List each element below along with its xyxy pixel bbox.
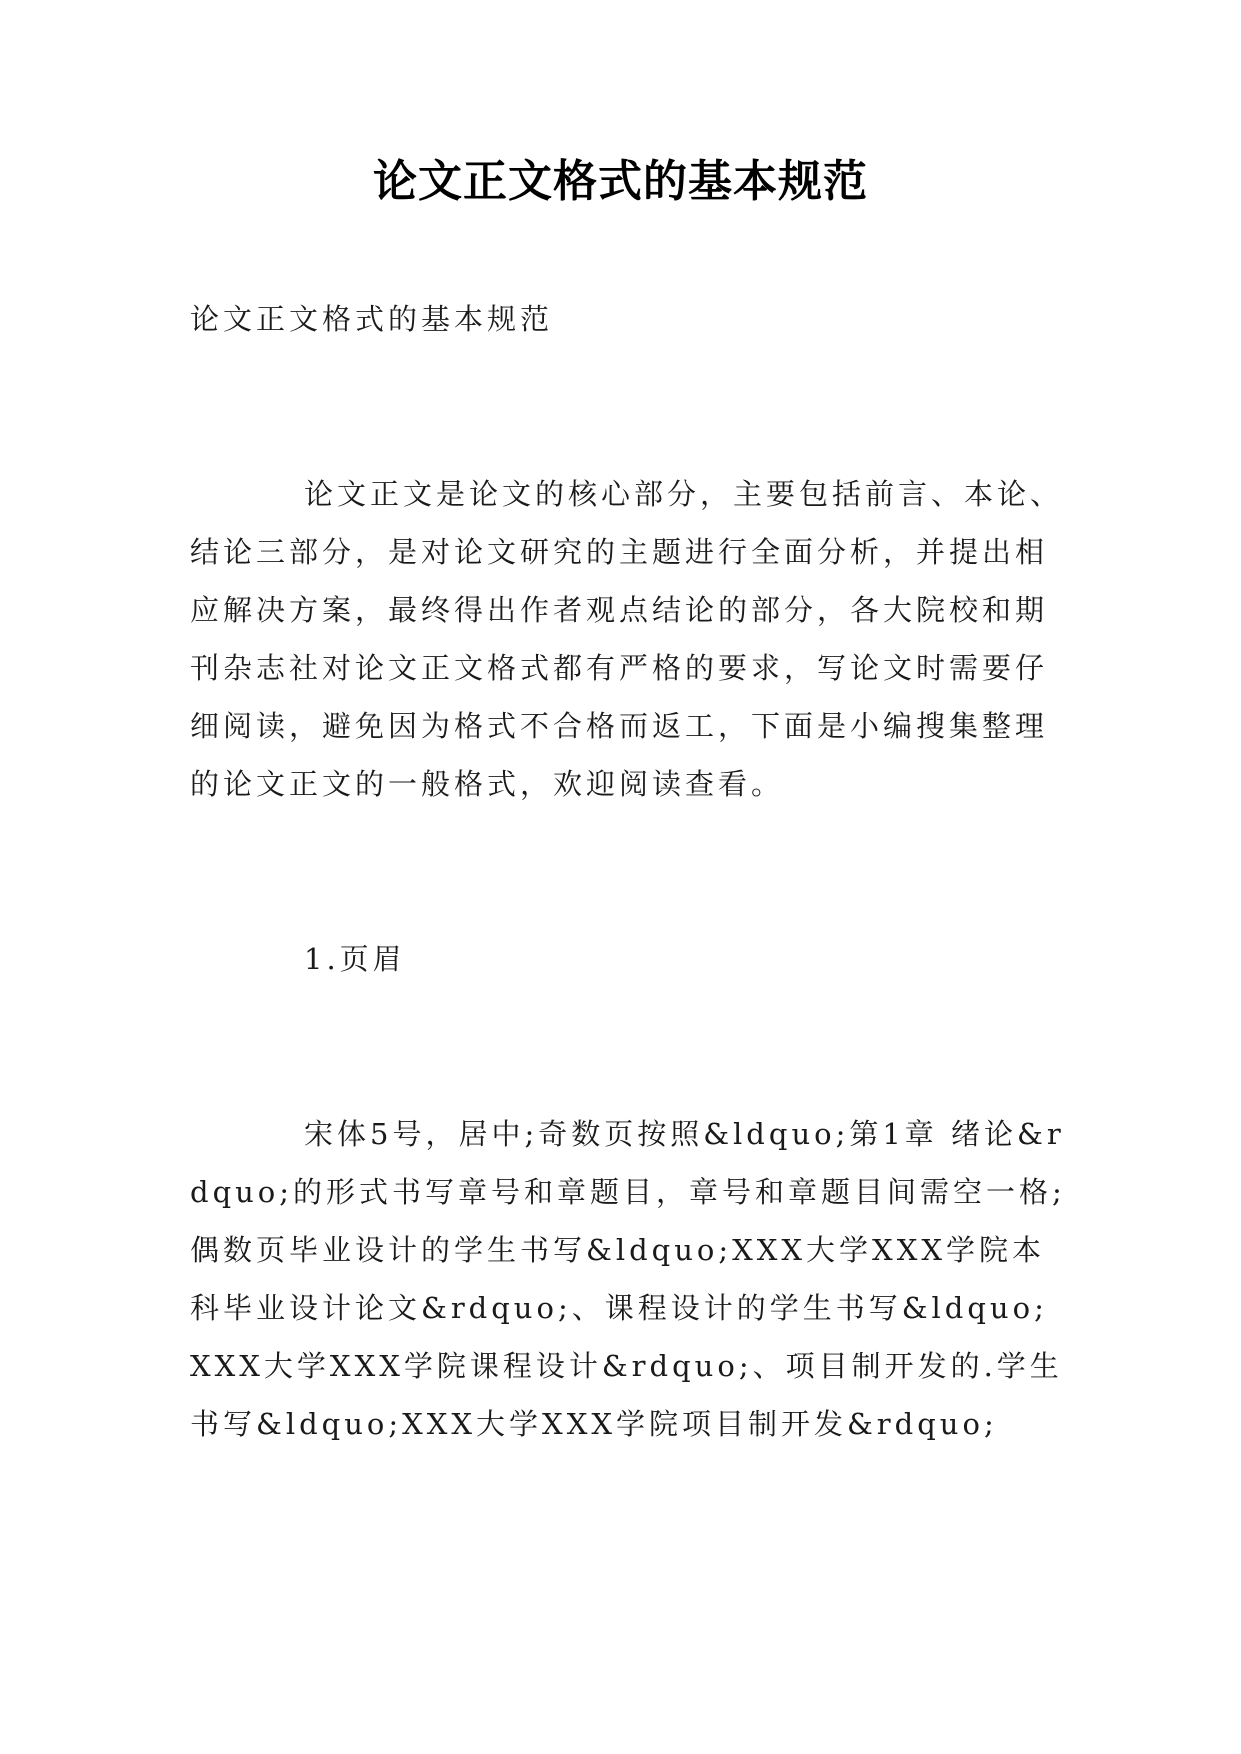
intro-paragraph: 论文正文是论文的核心部分，主要包括前言、本论、结论三部分，是对论文研究的主题进行全面分析，并提出相应解决方案，最终得出作者观点结论的部分，各大院校和期刊杂志社对论文正文格式都有严格的要求，写论文时需要仔细阅读，避免因为格式不合格而返工，下面是小编搜集整理的论文正文的一般格式，欢迎阅读查看。	[190, 477, 1064, 801]
document-subtitle: 论文正文格式的基本规范	[190, 302, 554, 336]
section-paragraph-header: 宋体5号，居中;奇数页按照&ldquo;第1章 绪论&rdquo;的形式书写章号和章题目，章号和章题目间需空一格;偶数页毕业设计的学生书写&ldquo;XXX大学XXX学院本科毕业设计论文&rdquo;、课程设计的学生书写&ldquo;XXX大学XXX学院课程设计&rdquo;、项目制开发的.学生书写&ldquo;XXX大学XXX学院项目制开发&rdquo;	[190, 1117, 1066, 1441]
page-title: 论文正文格式的基本规范	[373, 156, 868, 207]
section-heading-header: 1.页眉	[304, 942, 406, 976]
